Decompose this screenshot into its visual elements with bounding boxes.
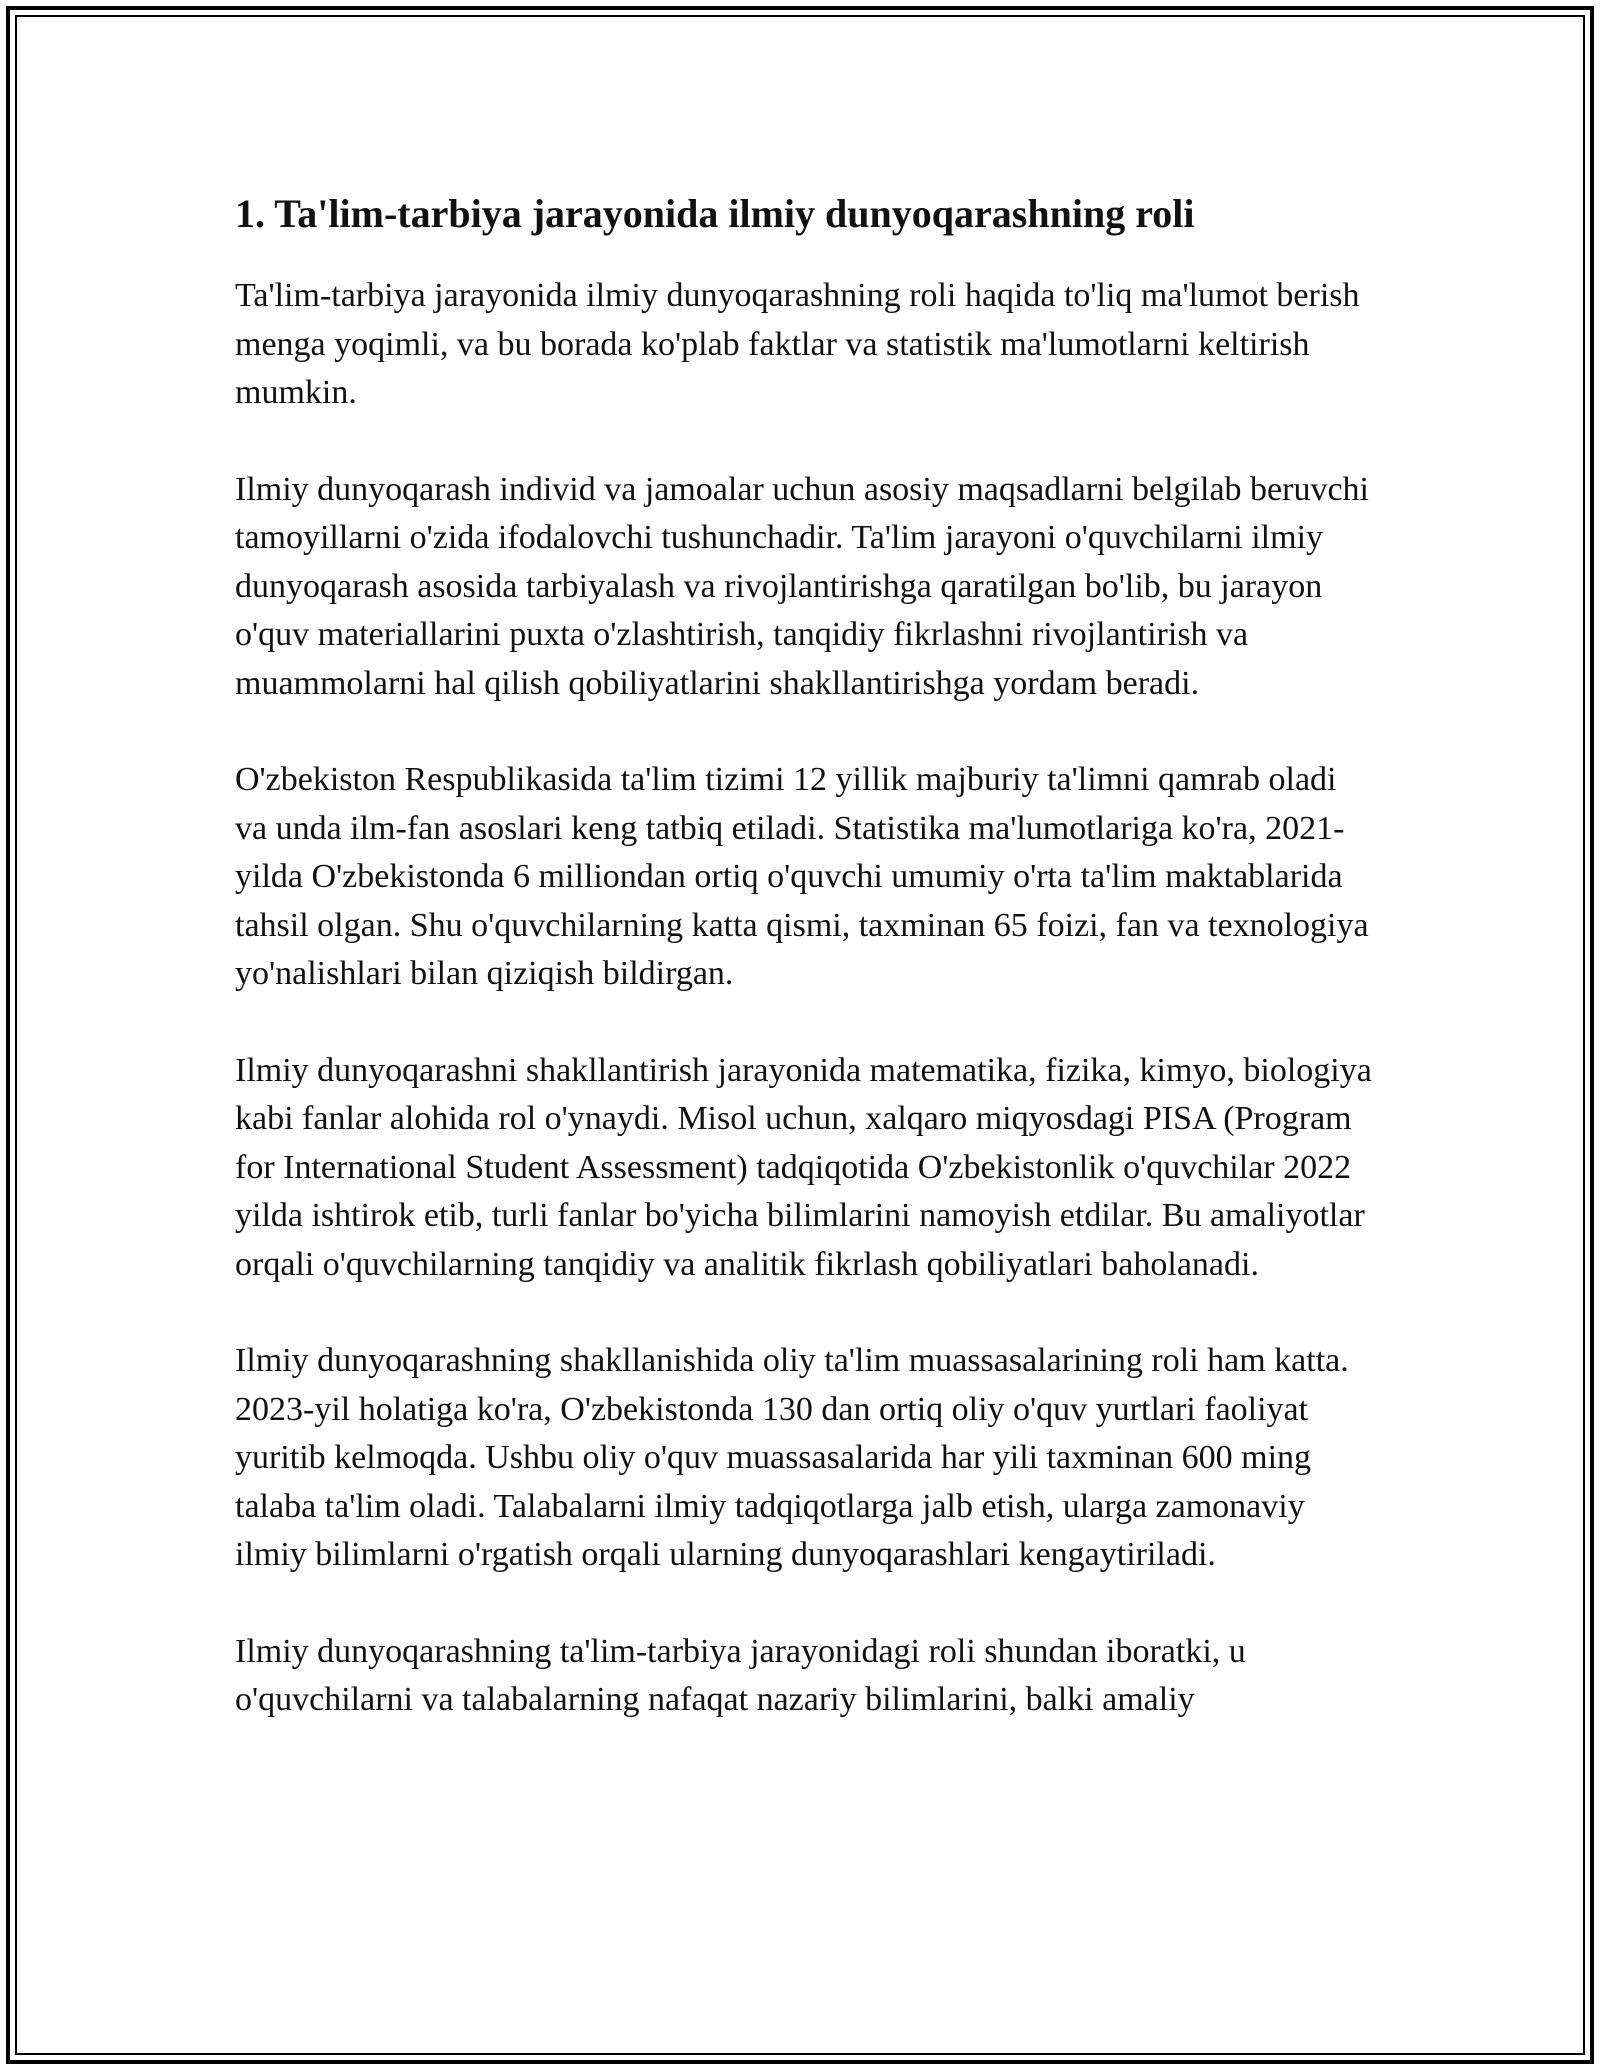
paragraph-school-statistics: O'zbekiston Respublikasida ta'lim tizimi 12 yillik majburiy ta'limni qamrab oladi va unda ilm-fan asoslari keng tatbiq etiladi. Statistika ma'lumotlariga ko'ra, 2021-yilda O'zbekistonda 6 milliondan ortiq o'quvchi umumiy o'rta ta'lim maktablarida tahsil olgan. Shu o'quvchilarning katta qismi, taxminan 65 foizi, fan va texnologiya yo'nalishlari bilan qiziqish bildirgan. [235,761,1369,992]
paragraph-intro: Ta'lim-tarbiya jarayonida ilmiy dunyoqarashning roli haqida to'liq ma'lumot berish menga yoqimli, va bu borada ko'plab faktlar va statistik ma'lumotlarni keltirish mumkin. [235,277,1360,411]
paragraph-conclusion: Ilmiy dunyoqarashning ta'lim-tarbiya jarayonidagi roli shundan iboratki, u o'quvchilarni va talabalarning nafaqat nazariy bilimlarini, balki amaliy [235,1632,1246,1718]
paragraph-science-subjects: Ilmiy dunyoqarashni shakllantirish jarayonida matematika, fizika, kimyo, biologiya kabi fanlar alohida rol o'ynaydi. Misol uchun, xalqaro miqyosdagi PISA (Program for International Student Assessment) tadqiqotida O'zbekistonlik o'quvchilar 2022 yilda ishtirok etib, turli fanlar bo'yicha bilimlarini namoyish etdilar. Bu amaliyotlar orqali o'quvchilarning tanqidiy va analitik fikrlash qobiliyatlari baholanadi. [235,1051,1372,1283]
paragraph-higher-education: Ilmiy dunyoqarashning shakllanishida oliy ta'lim muassasalarining roli ham katta. 2023-yil holatiga ko'ra, O'zbekistonda 130 dan ortiq oliy o'quv yurtlari faoliyat yuritib kelmoqda. Ushbu oliy o'quv muassasalarida har yili taxminan 600 ming talaba ta'lim oladi. Talabalarni ilmiy tadqiqotlarga jalb etish, ularga zamonaviy ilmiy bilimlarni o'rgatish orqali ularning dunyoqarashlari kengaytiriladi. [235,1342,1349,1573]
paragraph-definition: Ilmiy dunyoqarash individ va jamoalar uchun asosiy maqsadlarni belgilab beruvchi tamoyillarni o'zida ifodalovchi tushunchadir. Ta'lim jarayoni o'quvchilarni ilmiy dunyoqarash asosida tarbiyalash va rivojlantirishga qaratilgan bo'lib, bu jarayon o'quv materiallarini puxta o'zlashtirish, tanqidiy fikrlashni rivojlantirish va muammolarni hal qilish qobiliyatlarini shakllantirishga yordam beradi. [235,470,1369,702]
document-body [235,186,1375,1773]
section-heading: 1. Ta'lim-tarbiya jarayonida ilmiy dunyoqarashning roli [235,191,1195,236]
